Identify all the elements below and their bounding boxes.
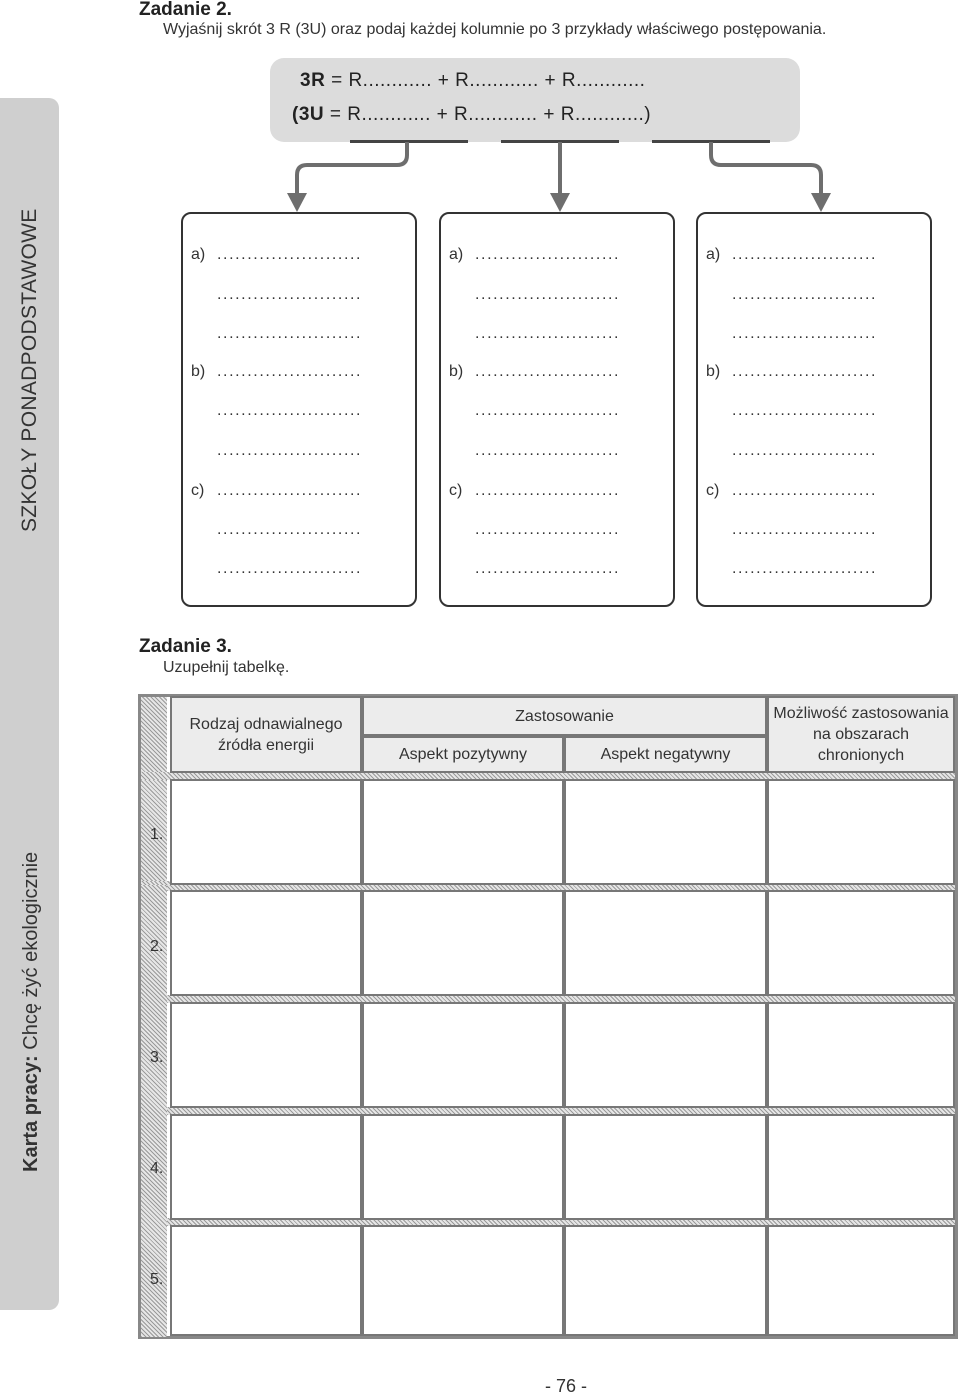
formula-3u-fill: = R............ + R............ + R............) [324,104,652,125]
task2-title: Zadanie 2. [139,0,232,20]
answer-line[interactable] [449,521,620,539]
table-cell[interactable] [564,1002,767,1108]
table-cell[interactable] [362,1114,564,1220]
item-label-a: a) [706,246,721,263]
header-protected-text: Możliwość zastosowania na obszarach chronionych [773,705,949,764]
dotted-line: ........................ [217,521,363,538]
dotted-line: ........................ [732,482,878,499]
sidebar-label-school: SZKOŁY PONADPODSTAWOWE [18,208,41,532]
answer-line[interactable] [706,521,877,539]
answer-box-3[interactable] [696,212,932,607]
dotted-line: ........................ [475,521,621,538]
formula-3r-fill: = R............ + R............ + R............ [325,70,646,91]
answer-line[interactable] [449,560,620,578]
dotted-line: ........................ [475,442,621,459]
table-cell[interactable] [170,779,362,885]
dotted-line: ........................ [475,246,621,263]
answer-line[interactable] [449,246,620,264]
arrowhead-left [287,193,307,212]
item-label-b: b) [706,363,721,380]
answer-box-2[interactable] [439,212,675,607]
table-cell[interactable] [170,1002,362,1108]
answer-line[interactable] [706,363,877,381]
table-cell[interactable] [564,1225,767,1336]
answer-line[interactable] [706,325,877,343]
dotted-line: ........................ [732,246,878,263]
dotted-line: ........................ [732,442,878,459]
item-label-c: c) [706,482,720,499]
dotted-line: ........................ [732,521,878,538]
answer-line[interactable] [706,246,877,264]
page-number: - 76 - [545,1376,588,1395]
table-cell[interactable] [170,890,362,996]
table-gutter-left [141,697,167,1337]
dotted-line: ........................ [732,363,878,380]
answer-line[interactable] [191,402,362,420]
row-separator-left [141,881,171,885]
task3-title: Zadanie 3. [139,636,232,657]
answer-line[interactable] [191,325,362,343]
connector-arrows [0,0,960,220]
answer-line[interactable] [191,442,362,460]
dotted-line: ........................ [217,325,363,342]
table-cell[interactable] [362,1002,564,1108]
header-negative-text: Aspekt negatywny [600,746,731,763]
answer-line[interactable] [449,325,620,343]
table-cell[interactable] [170,1225,362,1336]
dotted-line: ........................ [475,560,621,577]
arrow-right [711,142,821,196]
arrowhead-right [811,193,831,212]
item-label-c: c) [191,482,205,499]
table-cell[interactable] [767,1002,955,1108]
dotted-line: ........................ [732,402,878,419]
arrowhead-middle [550,193,570,212]
dotted-line: ........................ [475,325,621,342]
table-cell[interactable] [362,1225,564,1336]
table-cell[interactable] [767,1225,955,1336]
worksheet-label-title: Chcę żyć ekologicznie [20,851,42,1056]
dotted-line: ........................ [217,246,363,263]
header-source [170,696,362,773]
answer-line[interactable] [191,363,362,381]
task2-instruction: Wyjaśnij skrót 3 R (3U) oraz podaj każdej kolumnie po 3 przykłady właściwego postępowania. [163,21,827,38]
item-label-a: a) [191,246,206,263]
answer-line[interactable] [191,286,362,304]
table-cell[interactable] [564,779,767,885]
answer-line[interactable] [449,286,620,304]
header-application [362,696,767,736]
sidebar-label-worksheet [20,852,43,1172]
table-cell[interactable] [362,779,564,885]
row-number-3: 3. [150,1049,164,1066]
answer-line[interactable] [706,560,877,578]
table-cell[interactable] [767,890,955,996]
answer-box-1[interactable] [181,212,417,607]
table-cell[interactable] [170,1114,362,1220]
dotted-line: ........................ [475,482,621,499]
answer-line[interactable] [191,560,362,578]
dotted-line: ........................ [732,286,878,303]
arrow-left [297,142,407,196]
dotted-line: ........................ [217,286,363,303]
header-protected-areas [767,696,955,773]
worksheet-label-bold: Karta pracy: [20,1055,42,1172]
dotted-line: ........................ [475,286,621,303]
item-label-b: b) [449,363,464,380]
answer-line[interactable] [191,521,362,539]
answer-line[interactable] [706,482,877,500]
answer-line[interactable] [449,482,620,500]
answer-line[interactable] [706,286,877,304]
dotted-line: ........................ [217,482,363,499]
header-positive [362,736,564,773]
header-application-text: Zastosowanie [515,707,614,725]
header-negative [564,736,767,773]
dotted-line: ........................ [475,402,621,419]
answer-line[interactable] [449,402,620,420]
row-number-2: 2. [150,938,164,955]
item-label-c: c) [449,482,463,499]
item-label-b: b) [191,363,206,380]
formula-3r-abbr: 3R [300,70,326,91]
table-cell[interactable] [767,1114,955,1220]
header-source-text: Rodzaj odnawialnego źródła energii [189,715,343,754]
dotted-line: ........................ [475,363,621,380]
row-number-4: 4. [150,1160,164,1177]
row-number-1: 1. [150,826,164,843]
table-cell[interactable] [564,1114,767,1220]
dotted-line: ........................ [217,560,363,577]
answer-line[interactable] [706,402,877,420]
answer-line[interactable] [449,363,620,381]
table-cell[interactable] [564,890,767,996]
task3-instruction: Uzupełnij tabelkę. [163,659,290,676]
item-label-a: a) [449,246,464,263]
dotted-line: ........................ [217,402,363,419]
row-number-5: 5. [150,1271,164,1288]
dotted-line: ........................ [217,363,363,380]
answer-line[interactable] [191,246,362,264]
table-cell[interactable] [362,890,564,996]
table-cell[interactable] [767,779,955,885]
formula-3u-abbr: (3U [292,104,325,125]
header-positive-text: Aspekt pozytywny [398,746,528,763]
answer-line[interactable] [449,442,620,460]
dotted-line: ........................ [217,442,363,459]
answer-line[interactable] [706,442,877,460]
answer-line[interactable] [191,482,362,500]
dotted-line: ........................ [732,560,878,577]
dotted-line: ........................ [732,325,878,342]
